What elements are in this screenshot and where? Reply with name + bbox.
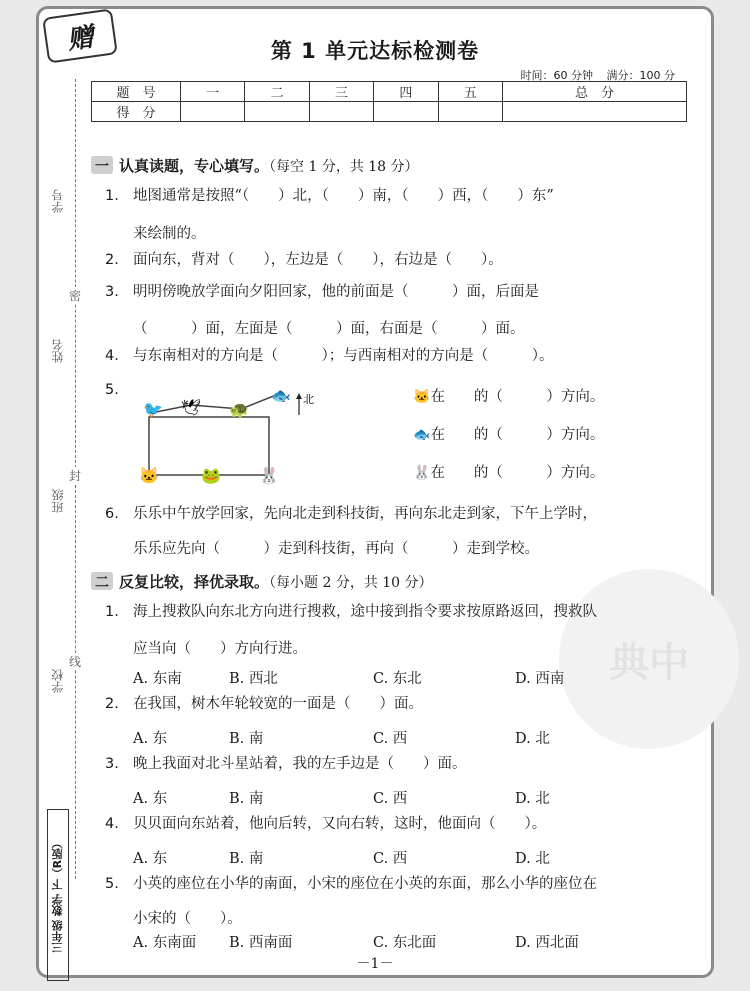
fish-icon: 🐟 <box>271 386 291 405</box>
option-b[interactable]: B. 南 <box>229 851 264 867</box>
option-a[interactable]: A. 东 <box>133 851 168 867</box>
animal-map <box>131 385 314 485</box>
section-1-number: 一 <box>91 156 113 174</box>
option-c[interactable]: C. 西 <box>373 731 408 747</box>
question-text: 在我国，树木年轮较宽的一面是（ ）面。 <box>133 696 423 712</box>
question-3 <box>105 277 539 308</box>
bird-icon: 🐦 <box>143 400 163 419</box>
section-2-title: 反复比较，择优录取。 <box>119 573 270 591</box>
bird-icon: 🕊 <box>181 398 202 417</box>
cut-mark-1: 密 <box>69 289 82 303</box>
mc-question-1-cont: 应当向（ ）方向行进。 <box>133 641 307 657</box>
frog-icon: 🐸 <box>201 466 221 485</box>
question-2 <box>105 245 503 276</box>
option-c[interactable]: C. 西 <box>373 851 408 867</box>
score-cell: 四 <box>374 82 438 102</box>
mc-question-3 <box>105 749 467 780</box>
question-text: 小英的座位在小华的南面，小宋的座位在小英的东面，那么小华的座位在 <box>133 876 597 892</box>
question-text: 海上搜救队向东北方向进行搜救，途中接到指令要求按原路返回，搜救队 <box>133 604 597 620</box>
question-5 <box>105 375 133 406</box>
score-cell[interactable] <box>245 102 309 122</box>
cat-icon: 🐱 <box>413 389 431 405</box>
watermark: 典中 <box>559 569 739 749</box>
direction-q-3 <box>413 461 604 482</box>
grade-badge: 三年级 数学 下（R版） <box>47 809 69 981</box>
option-d[interactable]: D. 北 <box>515 851 550 867</box>
question-number: 5. <box>105 382 119 398</box>
cat-icon: 🐱 <box>139 466 159 485</box>
section-2-note: （每小题 2 分，共 10 分） <box>269 575 433 591</box>
north-label: 北 <box>303 393 314 406</box>
option-b[interactable]: B. 西南面 <box>229 935 293 951</box>
option-b[interactable]: B. 西北 <box>229 671 278 687</box>
option-a[interactable]: A. 东南面 <box>133 935 197 951</box>
score-cell: 二 <box>245 82 309 102</box>
question-3-cont: （ ）面，左面是（ ）面，右面是（ ）面。 <box>133 321 525 337</box>
section-1-note: （每空 1 分，共 18 分） <box>269 159 419 175</box>
direction-text: 在 的（ ）方向。 <box>430 389 605 405</box>
question-text: 晚上我面对北斗星站着，我的左手边是（ ）面。 <box>133 756 467 772</box>
score-table <box>91 81 687 122</box>
question-number: 6. <box>105 506 119 522</box>
section-1-heading <box>91 155 419 176</box>
direction-text: 在 的（ ）方向。 <box>430 465 605 481</box>
question-6 <box>105 499 597 530</box>
question-number: 3. <box>105 284 119 300</box>
direction-text: 在 的（ ）方向。 <box>430 427 605 443</box>
option-a[interactable]: A. 东 <box>133 731 168 747</box>
rabbit-icon: 🐰 <box>413 465 431 481</box>
score-cell[interactable] <box>309 102 373 122</box>
question-6-cont: 乐乐应先向（ ）走到科技街，再向（ ）走到学校。 <box>133 541 539 557</box>
question-text: 与东南相对的方向是（ ）；与西南相对的方向是（ ）。 <box>133 348 554 364</box>
binding-margin <box>45 69 95 969</box>
score-cell: 一 <box>181 82 245 102</box>
question-text: 地图通常是按照“（ ）北，（ ）南，（ ）西，（ ）东” <box>133 188 554 204</box>
question-number: 2. <box>105 696 119 712</box>
option-a[interactable]: A. 东 <box>133 791 168 807</box>
student-number-label: 学号 <box>51 189 65 213</box>
name-label: 姓名 <box>51 339 65 363</box>
score-cell: 得 分 <box>92 102 181 122</box>
question-text: 明明傍晚放学面向夕阳回家，他的前面是（ ）面，后面是 <box>133 284 539 300</box>
mc-question-5 <box>105 869 597 900</box>
cut-mark-3: 线 <box>69 655 82 669</box>
class-label: 班级 <box>51 489 65 513</box>
question-number: 1. <box>105 188 119 204</box>
score-cell[interactable] <box>374 102 438 122</box>
exam-page <box>36 6 714 978</box>
page-title: 第 1 单元达标检测卷 <box>270 39 480 63</box>
question-1-cont: 来绘制的。 <box>133 226 206 242</box>
full-score: 满分：100 分 <box>606 69 675 82</box>
direction-q-2 <box>413 423 604 444</box>
score-cell: 题 号 <box>92 82 181 102</box>
score-cell: 五 <box>438 82 502 102</box>
score-cell[interactable] <box>503 102 687 122</box>
option-d[interactable]: D. 北 <box>515 731 550 747</box>
time-limit: 时间：60 分钟 <box>520 69 593 82</box>
cut-mark-2: 封 <box>69 469 82 483</box>
north-arrowhead-icon <box>296 393 302 399</box>
question-number: 3. <box>105 756 119 772</box>
score-value-row <box>92 102 687 122</box>
option-c[interactable]: C. 东北 <box>373 671 422 687</box>
option-c[interactable]: C. 东北面 <box>373 935 437 951</box>
rabbit-icon: 🐰 <box>259 466 279 485</box>
option-d[interactable]: D. 北 <box>515 791 550 807</box>
score-cell[interactable] <box>181 102 245 122</box>
mc-question-5-cont: 小宋的（ ）。 <box>133 911 242 927</box>
option-c[interactable]: C. 西 <box>373 791 408 807</box>
option-d[interactable]: D. 西南 <box>515 671 565 687</box>
question-text: 贝贝面向东站着，他向后转，又向右转，这时，他面向（ ）。 <box>133 816 547 832</box>
question-text: 乐乐中午放学回家，先向北走到科技街，再向东北走到家，下午上学时， <box>133 506 597 522</box>
section-2-heading <box>91 571 433 592</box>
question-number: 2. <box>105 252 119 268</box>
question-number: 4. <box>105 816 119 832</box>
question-1 <box>105 181 554 212</box>
question-number: 5. <box>105 876 119 892</box>
score-header-row <box>92 82 687 102</box>
question-number: 1. <box>105 604 119 620</box>
question-4 <box>105 341 554 372</box>
score-cell: 总 分 <box>503 82 687 102</box>
question-text: 面向东，背对（ ），左边是（ ），右边是（ ）。 <box>133 252 503 268</box>
fish-icon: 🐟 <box>413 427 431 443</box>
option-a[interactable]: A. 东南 <box>133 671 182 687</box>
turtle-icon: 🐢 <box>229 400 249 419</box>
option-d[interactable]: D. 西北面 <box>515 935 579 951</box>
mc-question-2 <box>105 689 423 720</box>
section-1-title: 认真读题，专心填写。 <box>119 157 270 175</box>
option-b[interactable]: B. 南 <box>229 731 264 747</box>
section-2-number: 二 <box>91 572 113 590</box>
map-path <box>151 393 281 413</box>
page-number: －1－ <box>356 956 394 972</box>
mc-question-4 <box>105 809 546 840</box>
score-cell: 三 <box>309 82 373 102</box>
mc-question-1 <box>105 597 597 628</box>
question-number: 4. <box>105 348 119 364</box>
gift-stamp: 赠 <box>42 8 118 63</box>
option-b[interactable]: B. 南 <box>229 791 264 807</box>
score-cell[interactable] <box>438 102 502 122</box>
school-label: 学校 <box>51 669 65 693</box>
direction-q-1 <box>413 385 604 406</box>
